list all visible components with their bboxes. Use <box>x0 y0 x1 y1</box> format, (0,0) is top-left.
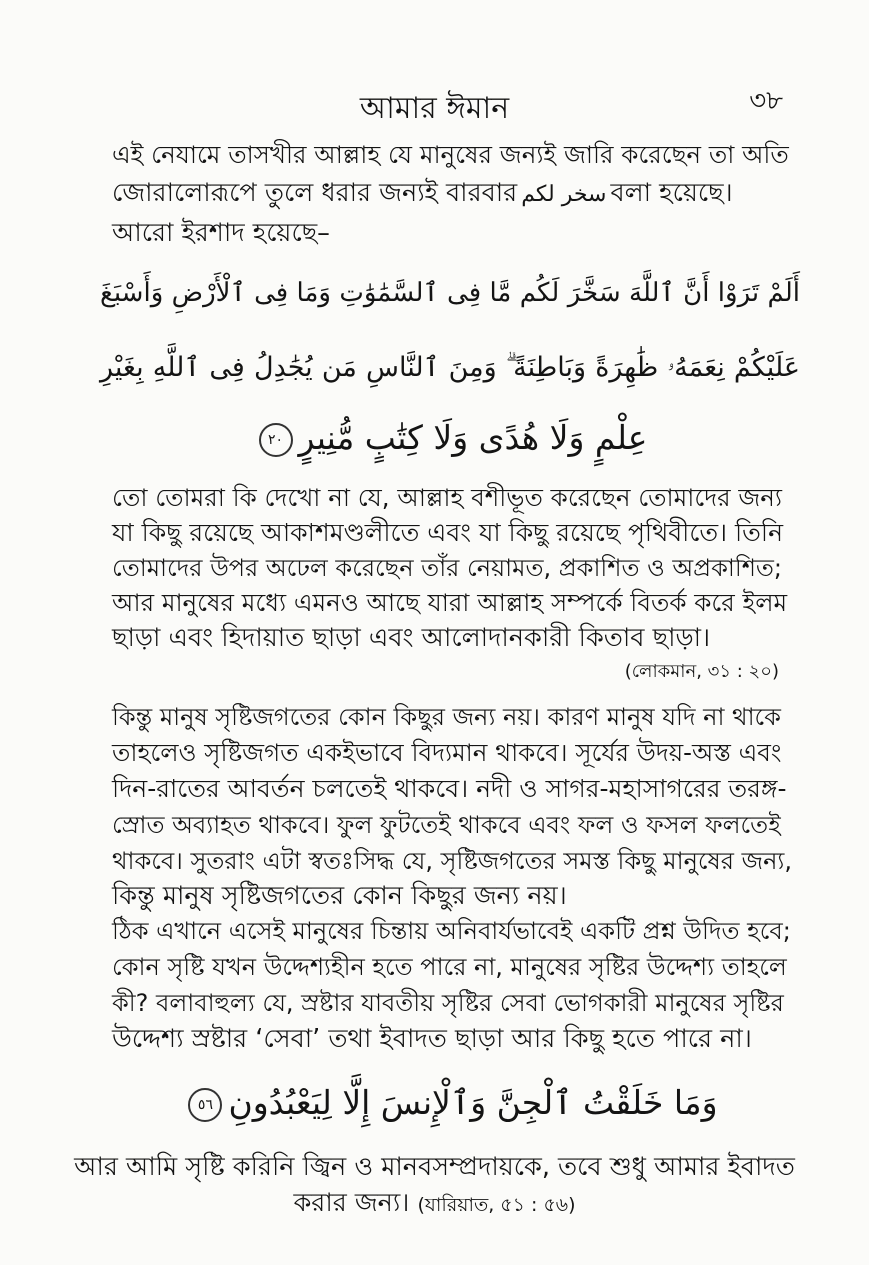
body-line: কিন্তু মানুষ সৃষ্টিজগতের কোন কিছুর জন্য নয়। <box>112 881 567 911</box>
body-line: থাকবে। সুতরাং এটা স্বতঃসিদ্ধ যে, সৃষ্টিজগতের সমস্ত কিছু মানুষের জন্য, <box>112 847 792 875</box>
verse-1-line-2: عَلَيْكُمْ نِعَمَهُۥ ظَٰهِرَةً وَبَاطِنَةً ۗ وَمِنَ ٱلنَّاسِ مَن يُجَٰدِلُ فِى ٱللَّهِ بِغَيْرِ <box>100 352 800 383</box>
translation-2-line-1: আর আমি সৃষ্টি করিনি জ্বিন ও মানবসম্প্রদায়কে, তবে শুধু আমার ইবাদত <box>74 1152 795 1182</box>
body-line: তাহলেও সৃষ্টিজগত একইভাবে বিদ্যমান থাকবে। সূর্যের উদয়-অস্ত এবং <box>112 738 782 767</box>
verse-1-line-3 <box>100 415 800 461</box>
translation-1-line: তোমাদের উপর অঢেল করেছেন তাঁর নেয়ামত, প্রকাশিত ও অপ্রকাশিত; <box>112 554 783 582</box>
running-title: আমার ঈমান <box>359 91 510 126</box>
page-header <box>0 80 869 130</box>
intro-line-2 <box>112 176 792 212</box>
verse-1-text: عِلْمٍ وَلَا هُدًى وَلَا كِتَٰبٍ مُّنِيرٍ <box>298 418 648 457</box>
verse-2-text: وَمَا خَلَقْتُ ٱلْجِنَّ وَٱلْإِنسَ إِلَّا لِيَعْبُدُونِ <box>228 1083 718 1122</box>
intro-line-1: এই নেযামে তাসখীর আল্লাহ যে মানুষের জন্যই জারি করেছেন তা অতি <box>112 140 789 169</box>
translation-1-line: আর মানুষের মধ্যে এমনও আছে যারা আল্লাহ সম্পর্কে বিতর্ক করে ইলম <box>112 588 788 617</box>
body-line: ঠিক এখানে এসেই মানুষের চিন্তায় অনিবার্যভাবেই একটি প্রশ্ন উদিত হবে; <box>112 917 791 945</box>
citation-dhariyat: (যারিয়াত, ৫১ : ৫৬) <box>417 1194 576 1216</box>
verse-1-line-1: أَلَمْ تَرَوْا أَنَّ ٱللَّهَ سَخَّرَ لَكُم مَّا فِى ٱلسَّمَٰوَٰتِ وَمَا فِى ٱلْأَرْضِ وَأَسْبَغَ <box>100 278 800 308</box>
body-line: কিন্তু মানুষ সৃষ্টিজগতের কোন কিছুর জন্য নয়। কারণ মানুষ যদি না থাকে <box>112 703 781 731</box>
citation-luqman: (লোকমান, ৩১ : ২০) <box>624 661 779 682</box>
translation-1-line: যা কিছু রয়েছে আকাশমণ্ডলীতে এবং যা কিছু রয়েছে পৃথিবীতে। তিনি <box>112 518 784 547</box>
inline-arabic-phrase: سخر لكم <box>521 182 607 207</box>
ayah-number-marker: ٢٠ <box>259 423 293 457</box>
body-line: কী? বলাবাহুল্য যে, স্রষ্টার যাবতীয় সৃষ্টির সেবা ভোগকারী মানুষের সৃষ্টির <box>112 989 784 1017</box>
page-number: ৩৮ <box>749 86 783 116</box>
intro-line-3: আরো ইরশাদ হয়েছে– <box>112 218 330 248</box>
translation-2-text: করার জন্য। <box>293 1188 410 1218</box>
body-line: দিন-রাতের আবর্তন চলতেই থাকবে। নদী ও সাগর-মহাসাগরের তরঙ্গ- <box>112 774 787 803</box>
translation-1-line: ছাড়া এবং হিদায়াত ছাড়া এবং আলোদানকারী কিতাব ছাড়া। <box>112 623 711 653</box>
translation-1-line: তো তোমরা কি দেখো না যে, আল্লাহ বশীভূত করেছেন তোমাদের জন্য <box>112 483 783 512</box>
intro-line-2-before: জোরালোরূপে তুলে ধরার জন্যই বারবার <box>112 178 518 208</box>
ayah-number-marker: ٥٦ <box>188 1088 222 1122</box>
translation-2-line-2 <box>0 1186 869 1222</box>
body-line: স্রোত অব্যাহত থাকবে। ফুল ফুটতেই থাকবে এবং ফল ও ফসল ফলতেই <box>112 811 781 839</box>
verse-2 <box>100 1080 800 1126</box>
body-line: কোন সৃষ্টি যখন উদ্দেশ্যহীন হতে পারে না, মানুষের সৃষ্টির উদ্দেশ্য তাহলে <box>112 953 787 981</box>
body-line: উদ্দেশ্য স্রষ্টার ‘সেবা’ তথা ইবাদত ছাড়া আর কিছু হতে পারে না। <box>112 1024 752 1054</box>
intro-line-2-after: বলা হয়েছে। <box>610 178 733 208</box>
